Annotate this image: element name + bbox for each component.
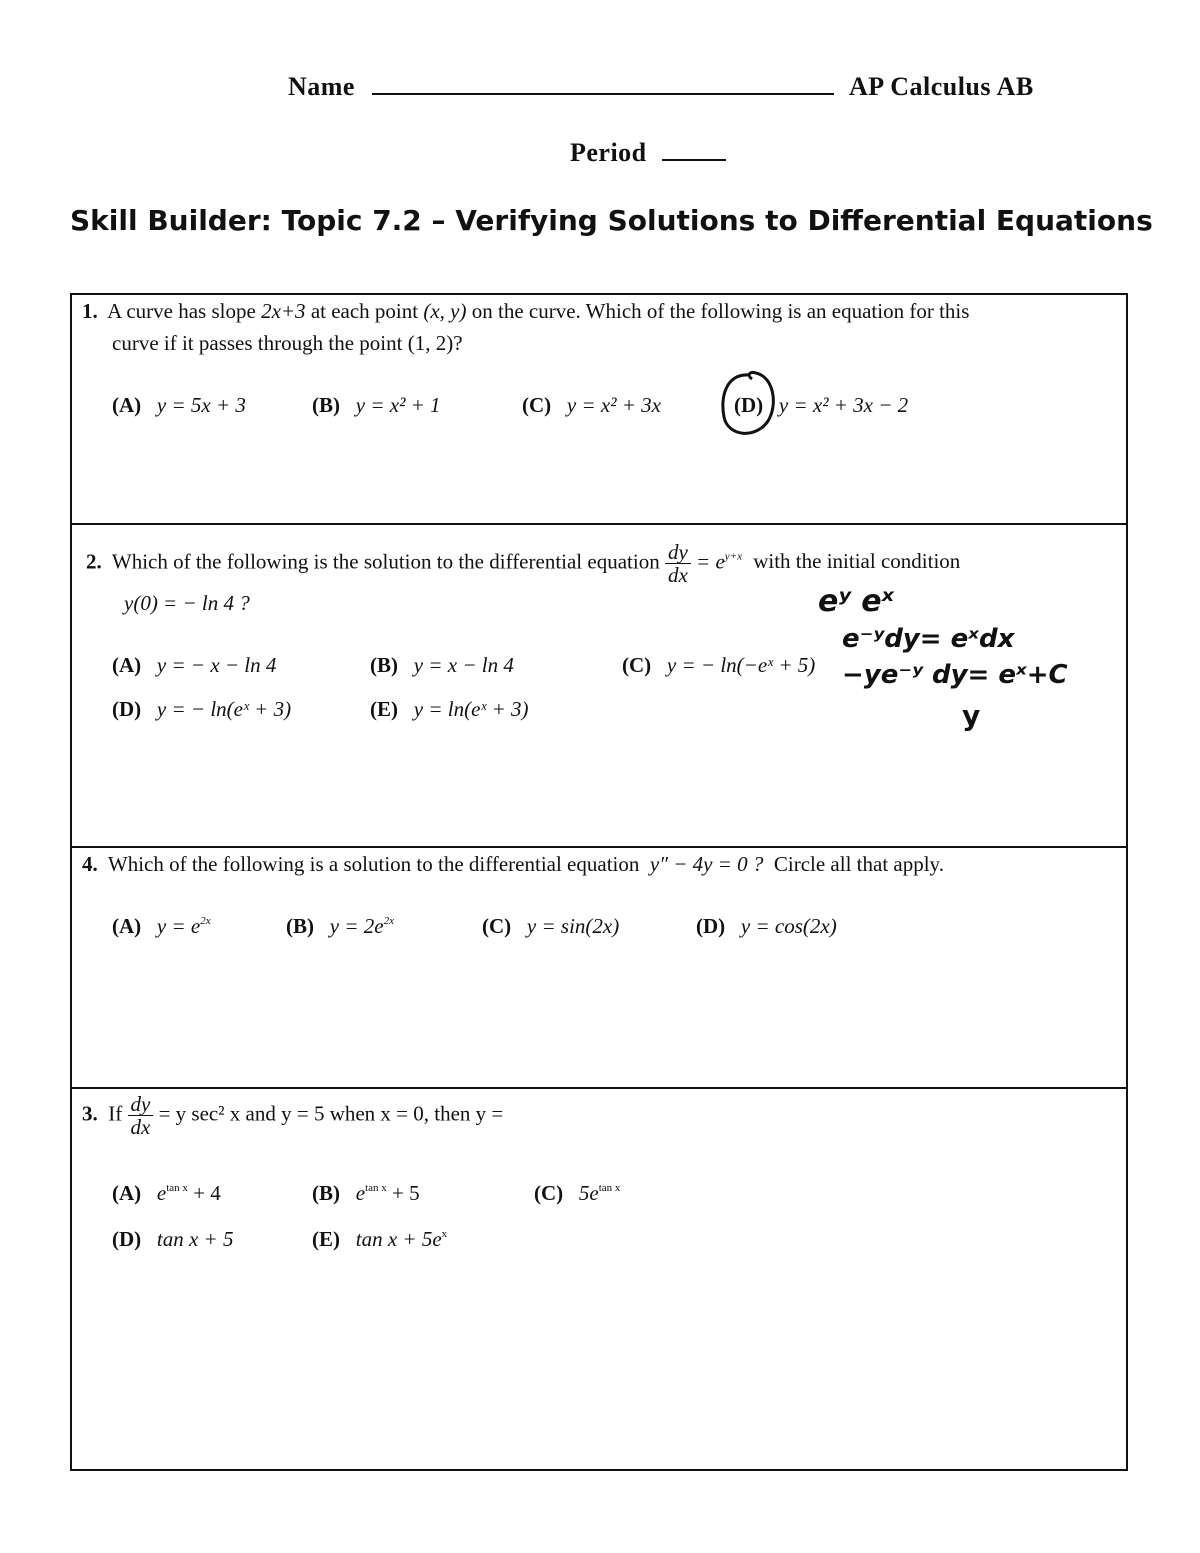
choice-text: y = − ln(−eˣ + 5): [666, 653, 816, 677]
initial-condition: y(0) = − ln 4 ?: [124, 591, 250, 615]
name-row: [288, 72, 1034, 102]
choice-exponent: x: [441, 1228, 448, 1240]
choice-d[interactable]: [112, 1227, 233, 1252]
stem-text: Circle all that apply.: [773, 852, 944, 876]
choice-label: (D): [696, 914, 726, 938]
question-2-condition: [124, 591, 250, 616]
handwritten-work: [812, 569, 1112, 749]
question-number: 1.: [82, 299, 98, 323]
choice-a[interactable]: [112, 393, 246, 418]
stem-text: A curve has slope: [107, 299, 256, 323]
page-title: Skill Builder: Topic 7.2 – Verifying Solutions to Differential Equations: [70, 204, 1153, 237]
choice-text: e: [156, 1181, 167, 1205]
choice-text: y = x² + 3x − 2: [778, 393, 909, 417]
course-label: AP Calculus AB: [848, 72, 1034, 101]
handwriting-line-1: eʸ eˣ: [818, 584, 895, 619]
choice-text: y = sin(2x): [526, 914, 620, 938]
choice-c[interactable]: [482, 914, 619, 939]
choice-text: y = ln(eˣ + 3): [413, 697, 529, 721]
question-number: 2.: [86, 549, 102, 574]
stem-text: at each point: [310, 299, 419, 323]
choice-text: y = − x − ln 4: [156, 653, 277, 677]
question-number: 3.: [82, 1101, 98, 1126]
handwriting-line-4: y: [962, 699, 981, 732]
question-1-box: [70, 293, 1128, 525]
choice-exponent: 2x: [383, 915, 394, 927]
rhs-base: = e: [696, 549, 725, 574]
choice-label: (E): [312, 1227, 340, 1251]
choice-text: y = cos(2x): [740, 914, 837, 938]
choice-text: tan x + 5e: [355, 1227, 442, 1251]
question-1-stem-line2: [112, 331, 463, 356]
question-4-box: [70, 846, 1128, 1089]
choice-text: 5e: [578, 1181, 599, 1205]
stem-text: = y sec² x and y = 5 when x = 0, then y =: [158, 1101, 504, 1126]
choice-label: (C): [534, 1181, 564, 1205]
choice-exponent: tan x: [166, 1182, 188, 1194]
choice-label: (D): [734, 393, 764, 417]
choice-label: (B): [312, 393, 340, 417]
choice-d[interactable]: [112, 697, 291, 722]
stem-text: with the initial condition: [753, 549, 961, 574]
choice-b[interactable]: [312, 1181, 420, 1206]
choice-text: y = e: [156, 914, 201, 938]
name-blank[interactable]: [372, 93, 834, 95]
choice-c[interactable]: [522, 393, 661, 418]
handwritten-circle-mark: [716, 367, 786, 443]
choice-text: tan x + 5: [156, 1227, 234, 1251]
question-3-stem: [82, 1093, 503, 1138]
choice-d[interactable]: [696, 914, 837, 939]
choice-e[interactable]: [312, 1227, 447, 1252]
choice-label: (D): [112, 1227, 142, 1251]
choice-label: (B): [286, 914, 314, 938]
period-row: [570, 138, 726, 168]
question-4-stem: [82, 852, 944, 877]
fraction-denominator: dx: [130, 1115, 151, 1140]
stem-text: Which of the following is a solution to the differential equation: [107, 852, 640, 876]
question-2-box: [70, 523, 1128, 848]
choice-label: (A): [112, 653, 142, 677]
choice-c[interactable]: [622, 653, 815, 678]
period-label: Period: [570, 138, 647, 167]
choice-exponent: 2x: [200, 915, 211, 927]
rhs-exponent: y+x: [724, 550, 742, 563]
choice-exponent: tan x: [598, 1182, 621, 1194]
choice-text: e: [355, 1181, 366, 1205]
fraction-numerator: dy: [128, 1093, 154, 1116]
stem-text: ?: [453, 331, 463, 355]
choice-label: (C): [482, 914, 512, 938]
choice-b[interactable]: [286, 914, 394, 939]
choice-text: y = − ln(eˣ + 3): [156, 697, 292, 721]
choice-b[interactable]: [370, 653, 514, 678]
handwriting-line-2: e⁻ʸdy= eˣdx: [842, 624, 1015, 654]
fraction-denominator: dx: [667, 563, 688, 588]
choice-label: (A): [112, 1181, 142, 1205]
choice-text: y = x² + 3x: [566, 393, 662, 417]
choice-label: (C): [622, 653, 652, 677]
choice-label: (E): [370, 697, 398, 721]
stem-text: on the curve. Which of the following is an equation for this: [471, 299, 970, 323]
point-expression: (x, y): [423, 299, 467, 323]
question-1-stem-line1: [82, 299, 969, 324]
name-label: Name: [288, 72, 355, 101]
choice-tail: + 5: [392, 1181, 420, 1205]
period-blank[interactable]: [662, 159, 726, 161]
point-expression: (1, 2): [407, 331, 454, 355]
differential-equation: y″ − 4y = 0 ?: [649, 852, 764, 876]
choice-a[interactable]: [112, 653, 276, 678]
choice-e[interactable]: [370, 697, 528, 722]
choice-label: (B): [370, 653, 398, 677]
choice-c[interactable]: [534, 1181, 620, 1206]
derivative-fraction: [128, 1093, 154, 1138]
choice-tail: + 4: [193, 1181, 221, 1205]
choice-label: (C): [522, 393, 552, 417]
handwriting-line-3: −ye⁻ʸ dy= eˣ+C: [842, 660, 1068, 690]
choice-b[interactable]: [312, 393, 441, 418]
choice-label: (B): [312, 1181, 340, 1205]
choice-label: (D): [112, 697, 142, 721]
stem-text: Which of the following is the solution to the differential equation: [111, 549, 660, 574]
choice-text: y = 2e: [329, 914, 384, 938]
choice-a[interactable]: [112, 914, 211, 939]
derivative-fraction: [665, 541, 691, 586]
choice-label: (A): [112, 393, 142, 417]
slope-expression: 2x+3: [261, 299, 306, 323]
question-3-box: [70, 1087, 1128, 1471]
choice-text: y = x² + 1: [355, 393, 441, 417]
fraction-numerator: dy: [665, 541, 691, 564]
choice-text: y = 5x + 3: [156, 393, 246, 417]
choice-text: y = x − ln 4: [413, 653, 514, 677]
stem-text: curve if it passes through the point: [112, 331, 403, 355]
question-number: 4.: [82, 852, 98, 876]
choice-a[interactable]: [112, 1181, 221, 1206]
choice-label: (A): [112, 914, 142, 938]
choice-exponent: tan x: [365, 1182, 387, 1194]
stem-text: If: [108, 1101, 123, 1126]
